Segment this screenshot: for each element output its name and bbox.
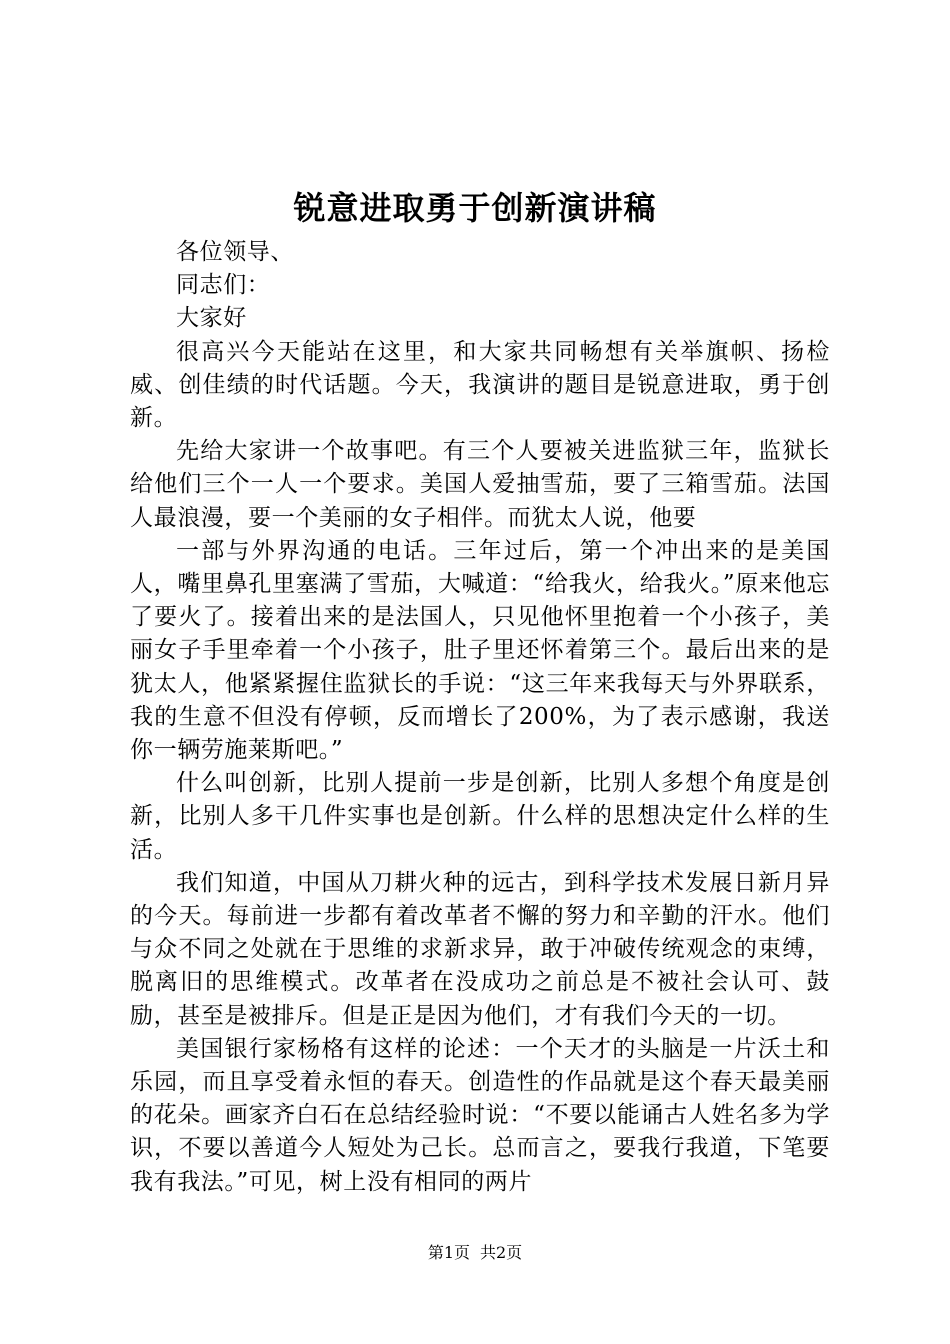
paragraph-what-is-innovation: 什么叫创新，比别人提前一步是创新，比别人多想个角度是创新，比别人多干几件实事也是创新。什么样的思想决定什么样的生活。 <box>130 770 830 863</box>
document-title: 锐意进取勇于创新演讲稿 <box>293 189 657 227</box>
paragraph-intro: 很高兴今天能站在这里，和大家共同畅想有关举旗帜、扬检威、创佳绩的时代话题。今天，我演讲的题目是锐意进取，勇于创新。 <box>130 338 830 432</box>
greeting: 大家好 <box>176 305 247 332</box>
paragraph-story-end: 一部与外界沟通的电话。三年过后，第一个冲出来的是美国人，嘴里鼻孔里塞满了雪茄，大喊道：“给我火，给我火。”原来他忘了要火了。接着出来的是法国人，只见他怀里抱着一个小孩子，美丽女子手里牵着一个小孩子，肚子里还怀着第三个。最后出来的是犹太人，他紧紧握住监狱长的手说：“这三年来我每天与外界联系，我的生意不但没有停顿，反而增长了200%，为了表示感谢，我送你一辆劳施莱斯吧。” <box>130 537 830 764</box>
page-total: 共2页 <box>480 1243 523 1262</box>
salutation-comrades: 同志们： <box>176 272 271 299</box>
document-body <box>130 236 830 1199</box>
page-footer <box>0 1241 950 1265</box>
paragraph-quotes: 美国银行家杨格有这样的论述：一个天才的头脑是一片沃土和乐园，而且享受着永恒的春天。创造性的作品就是这个春天最美丽的花朵。画家齐白石在总结经验时说：“不要以能诵古人姓名多为学识，不要以善道今人短处为己长。总而言之，要我行我道，下笔要我有我法。”可见，树上没有相同的两片 <box>130 1035 830 1195</box>
page-number: 第1页 <box>427 1243 470 1262</box>
salutation-leaders: 各位领导、 <box>176 239 294 265</box>
paragraph-story-start: 先给大家讲一个故事吧。有三个人要被关进监狱三年，监狱长给他们三个一人一个要求。美国人爱抽雪茄，要了三箱雪茄。法国人最浪漫，要一个美丽的女子相伴。而犹太人说，他要 <box>130 438 830 531</box>
paragraph-reformers: 我们知道，中国从刀耕火种的远古，到科学技术发展日新月异的今天。每前进一步都有着改革者不懈的努力和辛勤的汗水。他们与众不同之处就在于思维的求新求异，敢于冲破传统观念的束缚，脱离旧的思维模式。改革者在没成功之前总是不被社会认可、鼓励，甚至是被排斥。但是正是因为他们，才有我们今天的一切。 <box>130 869 830 1029</box>
